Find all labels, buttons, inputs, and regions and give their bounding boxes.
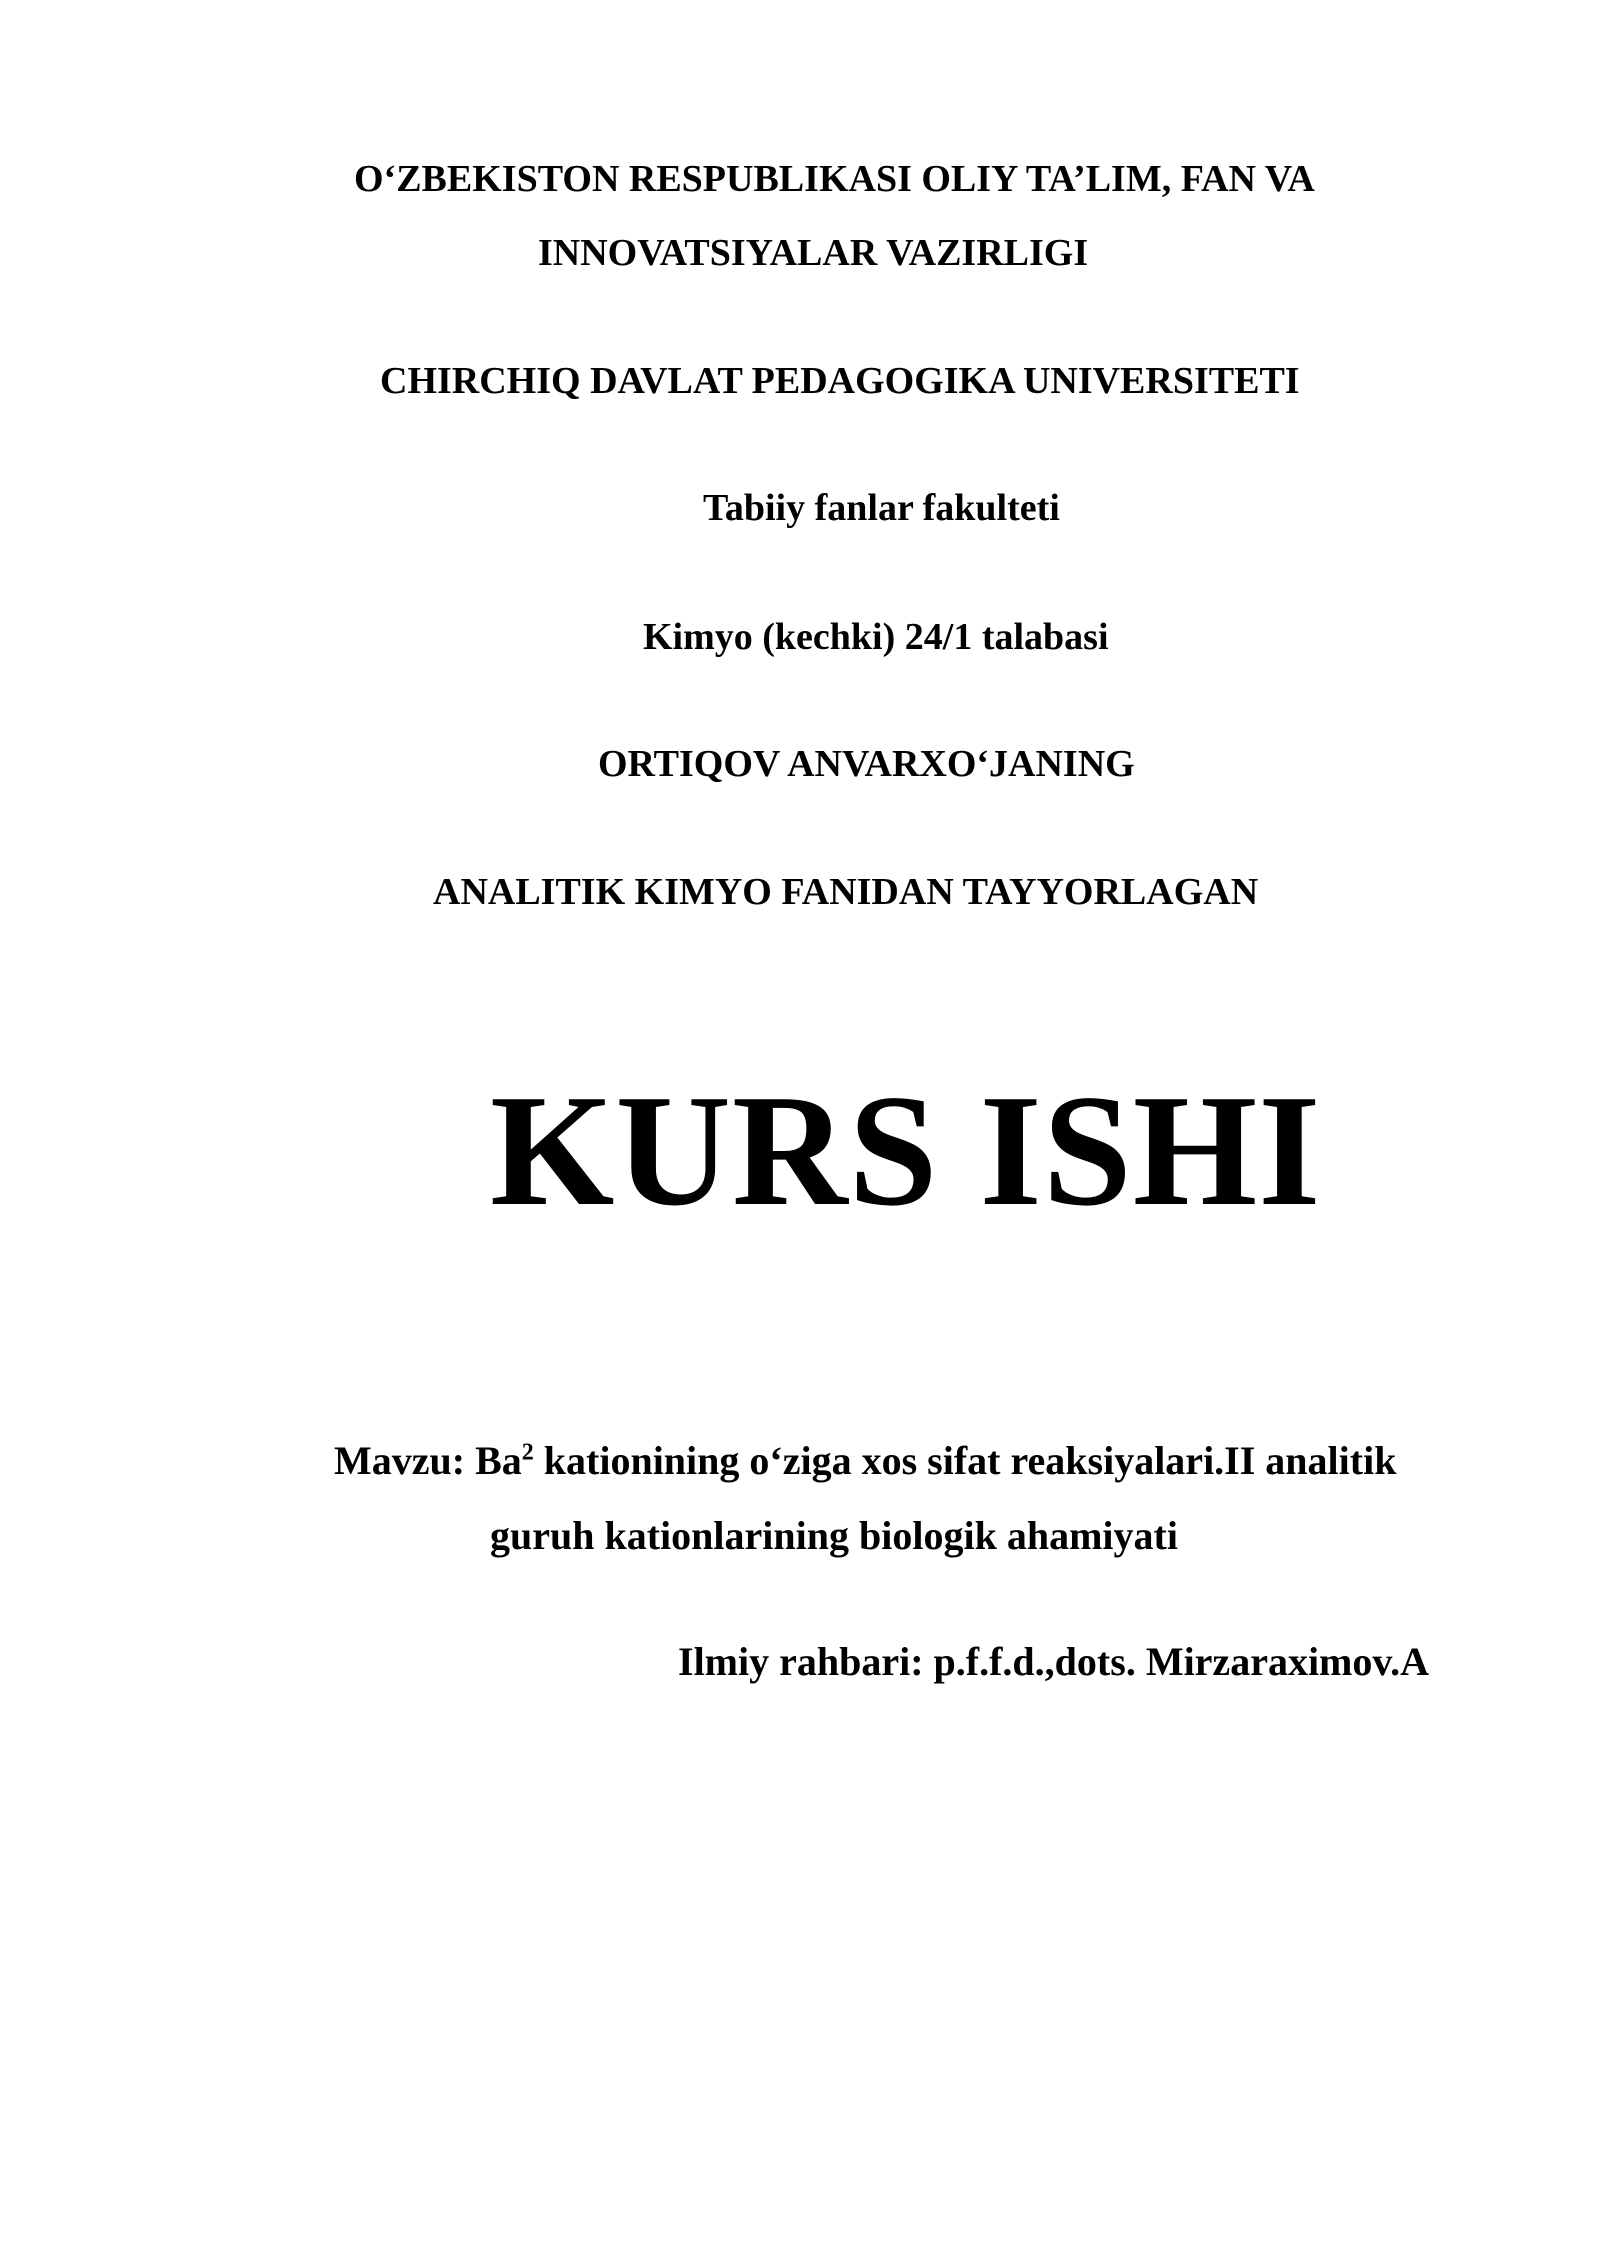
student-name: ORTIQOV ANVARXO‘JANING [598, 743, 1135, 785]
faculty-name: Tabiiy fanlar fakulteti [703, 487, 1060, 529]
topic-line-1 [334, 1438, 1397, 1483]
university-name: CHIRCHIQ DAVLAT PEDAGOGIKA UNIVERSITETI [380, 360, 1300, 402]
topic-label-prefix: Mavzu: Ba [334, 1438, 522, 1483]
topic-line-2: guruh kationlarining biologik ahamiyati [490, 1513, 1178, 1558]
supervisor: Ilmiy rahbari: p.f.f.d.,dots. Mirzaraximov.A [678, 1639, 1430, 1684]
student-group: Kimyo (kechki) 24/1 talabasi [643, 616, 1109, 658]
topic-superscript: 2 [521, 1439, 534, 1466]
subject-line: ANALITIK KIMYO FANIDAN TAYYORLAGAN [433, 871, 1259, 913]
ministry-name-line-2: INNOVATSIYALAR VAZIRLIGI [538, 232, 1089, 274]
topic-line-1-rest: kationining o‘ziga xos sifat reaksiyalari.II analitik [533, 1438, 1397, 1483]
document-title: KURS ISHI [490, 1061, 1322, 1239]
ministry-name-line-1: O‘ZBEKISTON RESPUBLIKASI OLIY TA’LIM, FAN VA [354, 158, 1315, 200]
